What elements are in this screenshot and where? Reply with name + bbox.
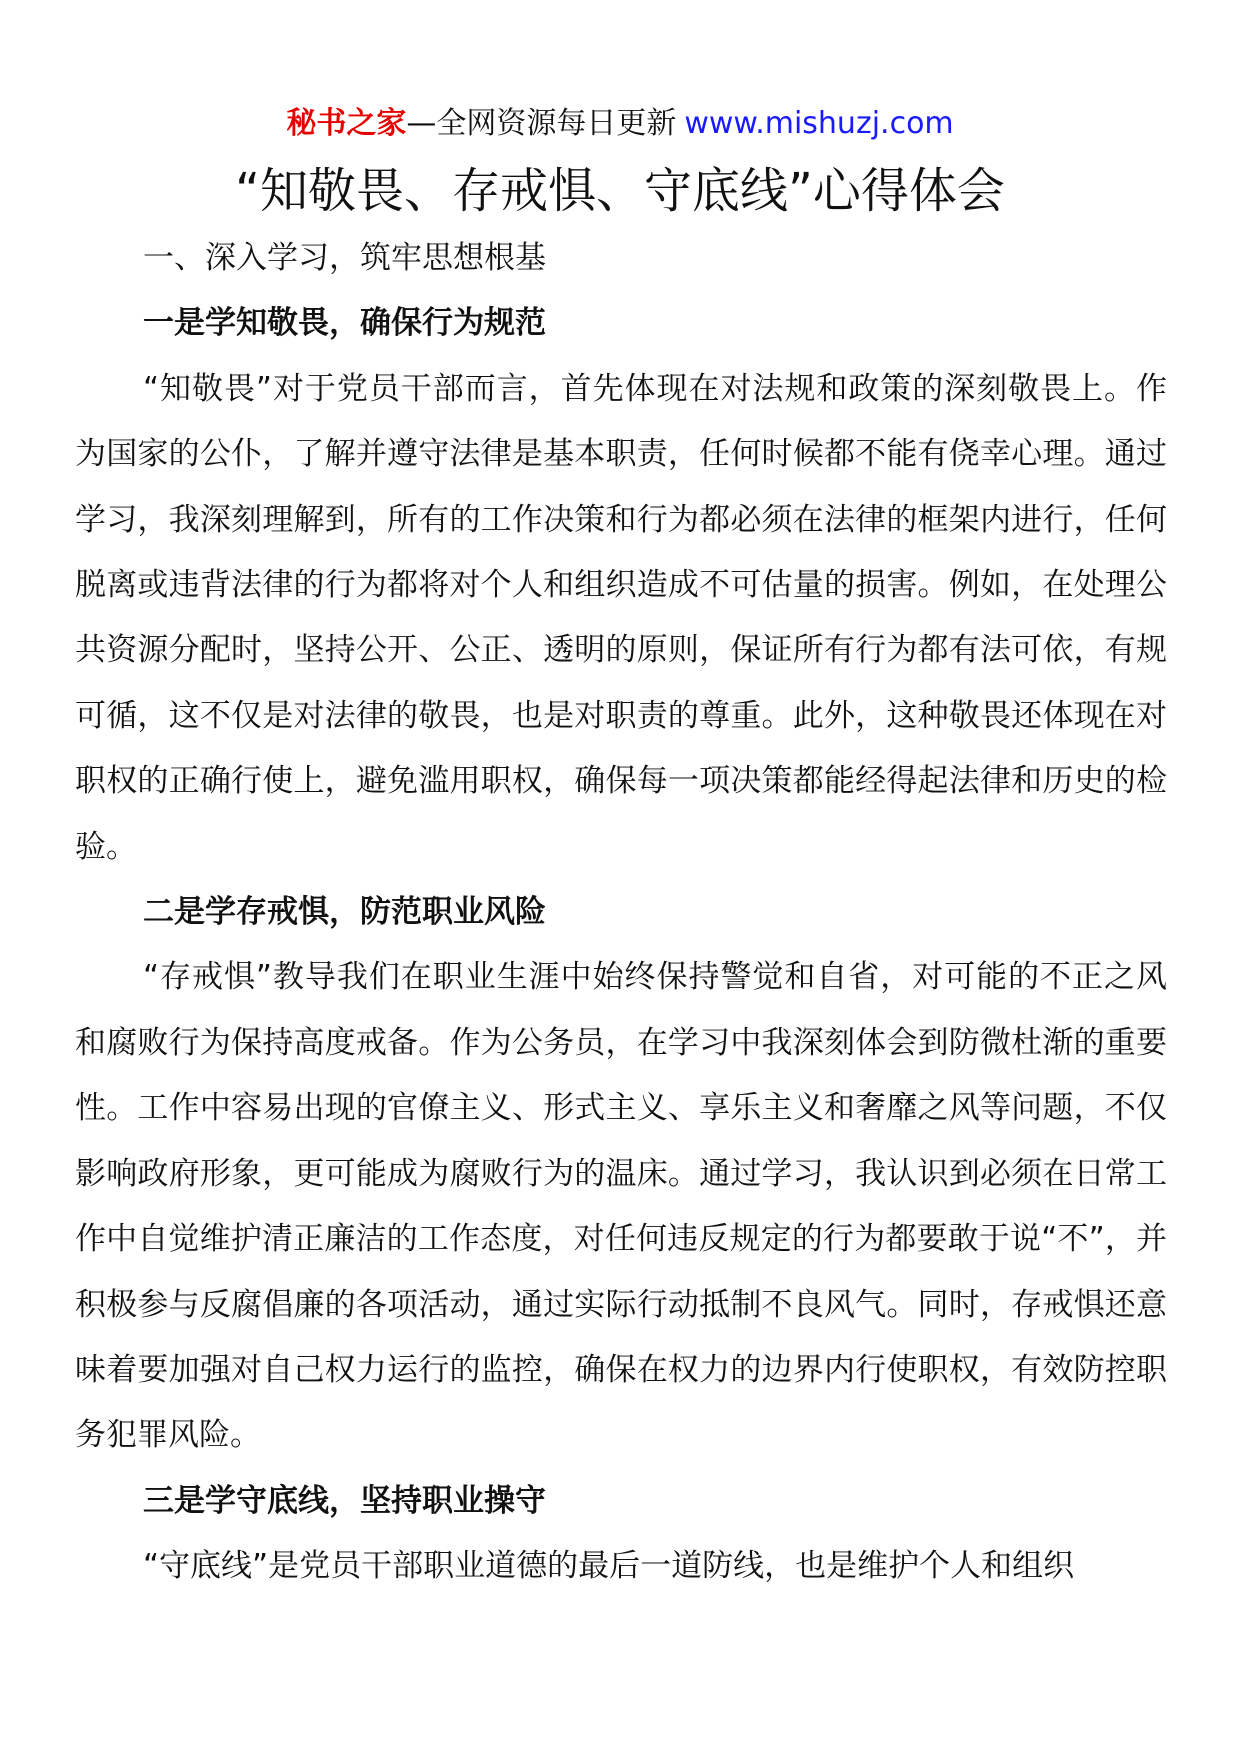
sub-heading-3: 三是学守底线，坚持职业操守	[143, 1482, 546, 1519]
sub-heading-1: 一是学知敬畏，确保行为规范	[143, 305, 546, 342]
brand-name: 秘书之家	[286, 106, 407, 141]
site-url-link[interactable]: www.mishuzj.com	[684, 106, 954, 141]
document-title: “知敬畏、存戒惧、守底线”心得体会	[235, 163, 1005, 219]
tagline: —全网资源每日更新	[406, 106, 677, 141]
sub-heading-2: 二是学存戒惧，防范职业风险	[143, 894, 546, 931]
paragraph-3: “守底线”是党员干部职业道德的最后一道防线，也是维护个人和组织	[143, 1548, 1075, 1585]
section-heading-1: 一、深入学习，筑牢思想根基	[143, 240, 546, 276]
document-body	[75, 226, 1167, 1600]
site-header	[0, 104, 1240, 144]
paragraph-1: “知敬畏”对于党员干部而言，首先体现在对法规和政策的深刻敬畏上。作为国家的公仆，了解并遵守法律是基本职责，任何时候都不能有侥幸心理。通过学习，我深刻理解到，所有的工作决策和行为都必须在法律的框架内进行，任何脱离或违背法律的行为都将对个人和组织造成不可估量的损害。例如，在处理公共资源分配时，坚持公开、公正、透明的原则，保证所有行为都有法可依，有规可循，这不仅是对法律的敬畏，也是对职责的尊重。此外，这种敬畏还体现在对职权的正确行使上，避免滥用职权，确保每一项决策都能经得起法律和历史的检验。	[75, 370, 1167, 865]
paragraph-2: “存戒惧”教导我们在职业生涯中始终保持警觉和自省，对可能的不正之风和腐败行为保持高度戒备。作为公务员，在学习中我深刻体会到防微杜渐的重要性。工作中容易出现的官僚主义、形式主义、享乐主义和奢靡之风等问题，不仅影响政府形象，更可能成为腐败行为的温床。通过学习，我认识到必须在日常工作中自觉维护清正廉洁的工作态度，对任何违反规定的行为都要敢于说“不”，并积极参与反腐倡廉的各项活动，通过实际行动抵制不良风气。同时，存戒惧还意味着要加强对自己权力运行的监控，确保在权力的边界内行使职权，有效防控职务犯罪风险。	[75, 959, 1167, 1454]
